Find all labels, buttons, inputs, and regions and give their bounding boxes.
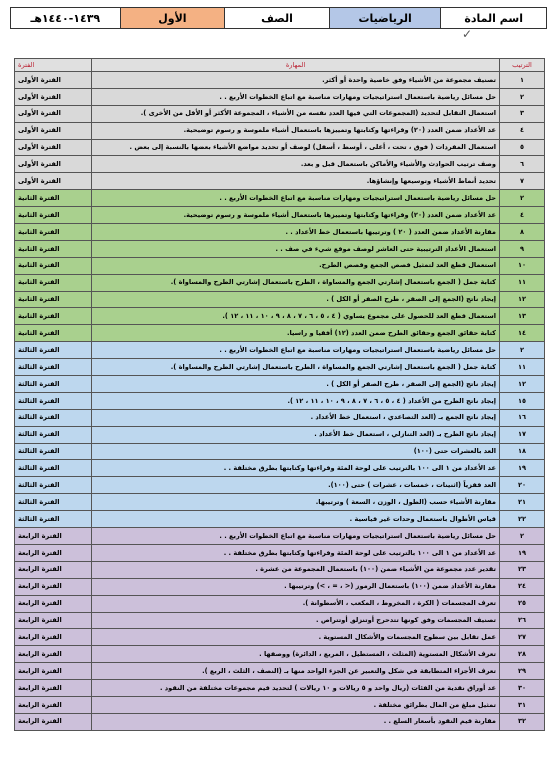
table-row (15, 696, 545, 713)
skill-cell: حل مسائل رياضية باستعمال استراتيجيات ومهارات مناسبة مع اتباع الخطوات الأربع . . (92, 190, 500, 207)
skill-cell: العد بالعشرات حتى (١٠٠) (92, 443, 500, 460)
table-row (15, 477, 545, 494)
period-cell: الفترة الأولى (15, 122, 92, 139)
skill-cell: تعرف المجسمات ( الكرة ، المخروط ، المكعب ، الأسطوانة ). (92, 595, 500, 612)
number-cell: ١١ (500, 274, 545, 291)
period-cell: الفترة الرابعة (15, 544, 92, 561)
table-row (15, 713, 545, 730)
period-cell: الفترة الثانية (15, 190, 92, 207)
header-period: الفترة (15, 59, 92, 72)
number-cell: ٢٤ (500, 578, 545, 595)
header-bar (10, 7, 547, 29)
number-cell: ١٤ (500, 325, 545, 342)
skill-cell: حل مسائل رياضية باستعمال استراتيجيات ومهارات مناسبة مع اتباع الخطوات الأربع . . (92, 342, 500, 359)
number-cell: ١١ (500, 359, 545, 376)
period-cell: الفترة الأولى (15, 72, 92, 89)
skill-cell: وصف ترتيب الحوادث والأشياء والأماكن باستعمال قبل و بعد. (92, 156, 500, 173)
period-cell: الفترة الثانية (15, 291, 92, 308)
skill-cell: استعمال التقابل لتحديد (المجموعات التي فيها العدد نفسه من الأشياء ، المجموعة الأكثر أو الأقل من الأخرى ). (92, 105, 500, 122)
number-cell: ١٩ (500, 544, 545, 561)
skill-cell: إيجاد ناتج (الجمع إلى الصفر ، طرح الصفر أو الكل ) . (92, 376, 500, 393)
number-cell: ٢٢ (500, 511, 545, 528)
table-row (15, 376, 545, 393)
period-cell: الفترة الرابعة (15, 561, 92, 578)
period-cell: الفترة الأولى (15, 156, 92, 173)
number-cell: ١٨ (500, 443, 545, 460)
skill-cell: مقارنة الأشياء حسب (الطول ، الوزن ، السعة ) وترتيبها. (92, 494, 500, 511)
skill-cell: عد الأعداد من ١ الى ١٠٠ بالترتيب على لوحة المئة وقراءتها وكتابتها بطرق مختلفة . . (92, 544, 500, 561)
table-row (15, 663, 545, 680)
skill-cell: عد أوراق نقدية من الفئات (ريال واحد و ٥ ريالات و ١٠ ريالات ) لتحديد قيم مجموعات مختلفة من النقود . (92, 680, 500, 697)
period-cell: الفترة الرابعة (15, 578, 92, 595)
table-row (15, 680, 545, 697)
table-row (15, 173, 545, 190)
subject-label: اسم المادة (441, 8, 546, 28)
table-row (15, 325, 545, 342)
number-cell: ٥ (500, 139, 545, 156)
number-cell: ٢٥ (500, 595, 545, 612)
table-row (15, 224, 545, 241)
table-row (15, 88, 545, 105)
period-cell: الفترة الثالثة (15, 392, 92, 409)
table-row (15, 240, 545, 257)
grade-value: الأول (121, 8, 226, 28)
skill-cell: عد الأعداد من ١ الى ١٠٠ بالترتيب على لوحة المئة وقراءتها وكتابتها بطرق مختلفة . . (92, 460, 500, 477)
number-cell: ١ (500, 72, 545, 89)
period-cell: الفترة الأولى (15, 139, 92, 156)
period-cell: الفترة الثالثة (15, 511, 92, 528)
period-cell: الفترة الثالثة (15, 359, 92, 376)
table-row (15, 426, 545, 443)
number-cell: ٨ (500, 224, 545, 241)
period-cell: الفترة الثانية (15, 325, 92, 342)
table-row (15, 274, 545, 291)
number-cell: ٣٠ (500, 680, 545, 697)
number-cell: ٢٧ (500, 629, 545, 646)
period-cell: الفترة الأولى (15, 88, 92, 105)
number-cell: ٦ (500, 156, 545, 173)
skill-cell: تعرف الأجزاء المتطابقة في شكل والتعبير عن الجزء الواحد منها بـ (النصف ، الثلث ، الربع ). (92, 663, 500, 680)
skill-cell: قياس الأطوال باستعمال وحدات غير قياسية . (92, 511, 500, 528)
number-cell: ٣٢ (500, 713, 545, 730)
skill-cell: تصنيف مجموعة من الأشياء وفق خاصية واحدة أو أكثر. (92, 72, 500, 89)
period-cell: الفترة الرابعة (15, 528, 92, 545)
number-cell: ١٦ (500, 409, 545, 426)
number-cell: ٤ (500, 122, 545, 139)
period-cell: الفترة الرابعة (15, 696, 92, 713)
number-cell: ٢٠ (500, 477, 545, 494)
period-cell: الفترة الثالثة (15, 494, 92, 511)
table-row (15, 646, 545, 663)
number-cell: ١٣ (500, 308, 545, 325)
skill-cell: حل مسائل رياضية باستعمال استراتيجيات ومهارات مناسبة مع اتباع الخطوات الأربع . . (92, 528, 500, 545)
table-row (15, 308, 545, 325)
number-cell: ٣١ (500, 696, 545, 713)
period-cell: الفترة الثانية (15, 257, 92, 274)
table-row (15, 595, 545, 612)
period-cell: الفترة الثالثة (15, 426, 92, 443)
period-cell: الفترة الثانية (15, 274, 92, 291)
skill-cell: استعمال المفردات ( فوق ، تحت ، أعلى ، أوسط ، أسفل) لوصف أو تحديد مواضع الأشياء بعضها بالنسبة إلى بعض . (92, 139, 500, 156)
number-cell: ٢ (500, 190, 545, 207)
subject-value: الرياضيات (330, 8, 442, 28)
period-cell: الفترة الرابعة (15, 646, 92, 663)
skills-table (14, 58, 545, 731)
skill-cell: تصنيف المجسمات وفق كونها تتدحرج أوتنزلق أوتتراص . (92, 612, 500, 629)
number-cell: ٢ (500, 528, 545, 545)
skill-cell: تقدير عدد مجموعة من الأشياء ضمن (١٠٠) باستعمال المجموعة من عشرة . (92, 561, 500, 578)
table-row (15, 460, 545, 477)
skill-cell: عد الأعداد ضمن العدد (٢٠) وقراءتها وكتابتها وتمييزها باستعمال أشياء ملموسة و رسوم توضيحية. (92, 207, 500, 224)
table-row (15, 629, 545, 646)
table-row (15, 359, 545, 376)
table-row (15, 511, 545, 528)
table-row (15, 544, 545, 561)
period-cell: الفترة الأولى (15, 173, 92, 190)
table-row (15, 612, 545, 629)
skill-cell: مقارنة الأعداد ضمن العدد ( ٢٠ ) وترتيبها باستعمال خط الأعداد . . (92, 224, 500, 241)
number-cell: ٤ (500, 207, 545, 224)
table-row (15, 561, 545, 578)
skill-cell: تحديد أنماط الأشياء وتوسيعها وإنشاؤها. (92, 173, 500, 190)
table-row (15, 291, 545, 308)
header-skill: المهارة (92, 59, 500, 72)
skill-cell: مقارنة الأعداد ضمن (١٠٠) باستعمال الرموز (< ، = ، >) وترتيبها . (92, 578, 500, 595)
period-cell: الفترة الثالثة (15, 342, 92, 359)
period-cell: الفترة الرابعة (15, 629, 92, 646)
skill-cell: إيجاد ناتج الطرح من الأعداد ( ٤ ، ٥ ، ٦ ، ٧ ، ٨ ، ٩ ، ١٠ ، ١١ ، ١٢ ). (92, 392, 500, 409)
number-cell: ٢٣ (500, 561, 545, 578)
period-cell: الفترة الثالثة (15, 443, 92, 460)
check-mark-icon: ✓ (462, 27, 473, 41)
period-cell: الفترة الأولى (15, 105, 92, 122)
table-row (15, 207, 545, 224)
number-cell: ٢١ (500, 494, 545, 511)
table-header-row (15, 59, 545, 72)
number-cell: ٧ (500, 173, 545, 190)
number-cell: ٢٩ (500, 663, 545, 680)
number-cell: ١٢ (500, 376, 545, 393)
skill-cell: عد الأعداد ضمن العدد (٢٠) وقراءتها وكتابتها وتمييزها باستعمال أشياء ملموسة و رسوم توضيحية. (92, 122, 500, 139)
number-cell: ٢٦ (500, 612, 545, 629)
period-cell: الفترة الرابعة (15, 680, 92, 697)
period-cell: الفترة الثالثة (15, 460, 92, 477)
table-row (15, 156, 545, 173)
number-cell: ١٢ (500, 291, 545, 308)
skill-cell: إيجاد ناتج الطرح بـ (العد التنازلي ، استعمال خط الأعداد . (92, 426, 500, 443)
table-row (15, 578, 545, 595)
number-cell: ٢ (500, 88, 545, 105)
table-row (15, 392, 545, 409)
year-cell: ١٤٣٩-١٤٤٠هـ (11, 8, 121, 28)
table-row (15, 190, 545, 207)
skill-cell: حل مسائل رياضية باستعمال استراتيجيات ومهارات مناسبة مع اتباع الخطوات الأربع . . (92, 88, 500, 105)
table-row (15, 72, 545, 89)
period-cell: الفترة الثانية (15, 308, 92, 325)
number-cell: ١٩ (500, 460, 545, 477)
number-cell: ١٠ (500, 257, 545, 274)
table-row (15, 257, 545, 274)
number-cell: ٩ (500, 240, 545, 257)
period-cell: الفترة الثالثة (15, 477, 92, 494)
skill-cell: كتابة حقائق الجمع وحقائق الطرح ضمن العدد (١٢) أفقيا و راسيا. (92, 325, 500, 342)
number-cell: ١٧ (500, 426, 545, 443)
period-cell: الفترة الرابعة (15, 612, 92, 629)
number-cell: ٢٨ (500, 646, 545, 663)
table-row (15, 105, 545, 122)
table-row (15, 409, 545, 426)
skill-cell: العد قفزياً (اثنينات ، خمسات ، عشرات ) حتى (١٠٠). (92, 477, 500, 494)
table-row (15, 342, 545, 359)
skill-cell: كتابة جمل ( الجمع باستعمال إشارتي الجمع والمساواة ، الطرح باستعمال إشارتي الطرح والمساواة ). (92, 274, 500, 291)
period-cell: الفترة الرابعة (15, 713, 92, 730)
skill-cell: إيجاد ناتج الجمع بـ (العد التصاعدي ، استعمال خط الأعداد . (92, 409, 500, 426)
period-cell: الفترة الرابعة (15, 663, 92, 680)
period-cell: الفترة الثانية (15, 207, 92, 224)
period-cell: الفترة الثالثة (15, 409, 92, 426)
skill-cell: كتابة جمل ( الجمع باستعمال إشارتي الجمع والمساواة ، الطرح باستعمال إشارتي الطرح والمساواة ). (92, 359, 500, 376)
header-number: الترتيب (500, 59, 545, 72)
table-row (15, 494, 545, 511)
period-cell: الفترة الثانية (15, 224, 92, 241)
table-row (15, 443, 545, 460)
skill-cell: تعرف الأشكال المستوية (المثلث ، المستطيل ، المربع ، الدائرة) ووصفها . (92, 646, 500, 663)
skill-cell: استعمال قطع العد لتمثيل قصص الجمع وقصص الطرح. (92, 257, 500, 274)
grade-label: الصف (225, 8, 330, 28)
table-row (15, 139, 545, 156)
skill-cell: تمثيل مبلغ من المال بطرائق مختلفة . (92, 696, 500, 713)
table-row (15, 528, 545, 545)
period-cell: الفترة الثانية (15, 240, 92, 257)
period-cell: الفترة الرابعة (15, 595, 92, 612)
period-cell: الفترة الثالثة (15, 376, 92, 393)
number-cell: ٣ (500, 105, 545, 122)
skill-cell: مقارنة قيم النقود بأسعار السلع . . (92, 713, 500, 730)
skill-cell: استعمال الأعداد الترتيبية حتى العاشر لوصف موقع شيء في صف . . (92, 240, 500, 257)
table-row (15, 122, 545, 139)
number-cell: ١٥ (500, 392, 545, 409)
skill-cell: إيجاد ناتج (الجمع إلى الصفر ، طرح الصفر أو الكل ) . (92, 291, 500, 308)
skill-cell: عمل تقابل بين سطوح المجسمات والأشكال المستوية . (92, 629, 500, 646)
skill-cell: استعمال قطع العد للحصول على مجموع يساوي ( ٤ ، ٥ ، ٦ ، ٧ ، ٨ ، ٩ ، ١٠ ، ١١ ، ١٢ ). (92, 308, 500, 325)
number-cell: ٢ (500, 342, 545, 359)
